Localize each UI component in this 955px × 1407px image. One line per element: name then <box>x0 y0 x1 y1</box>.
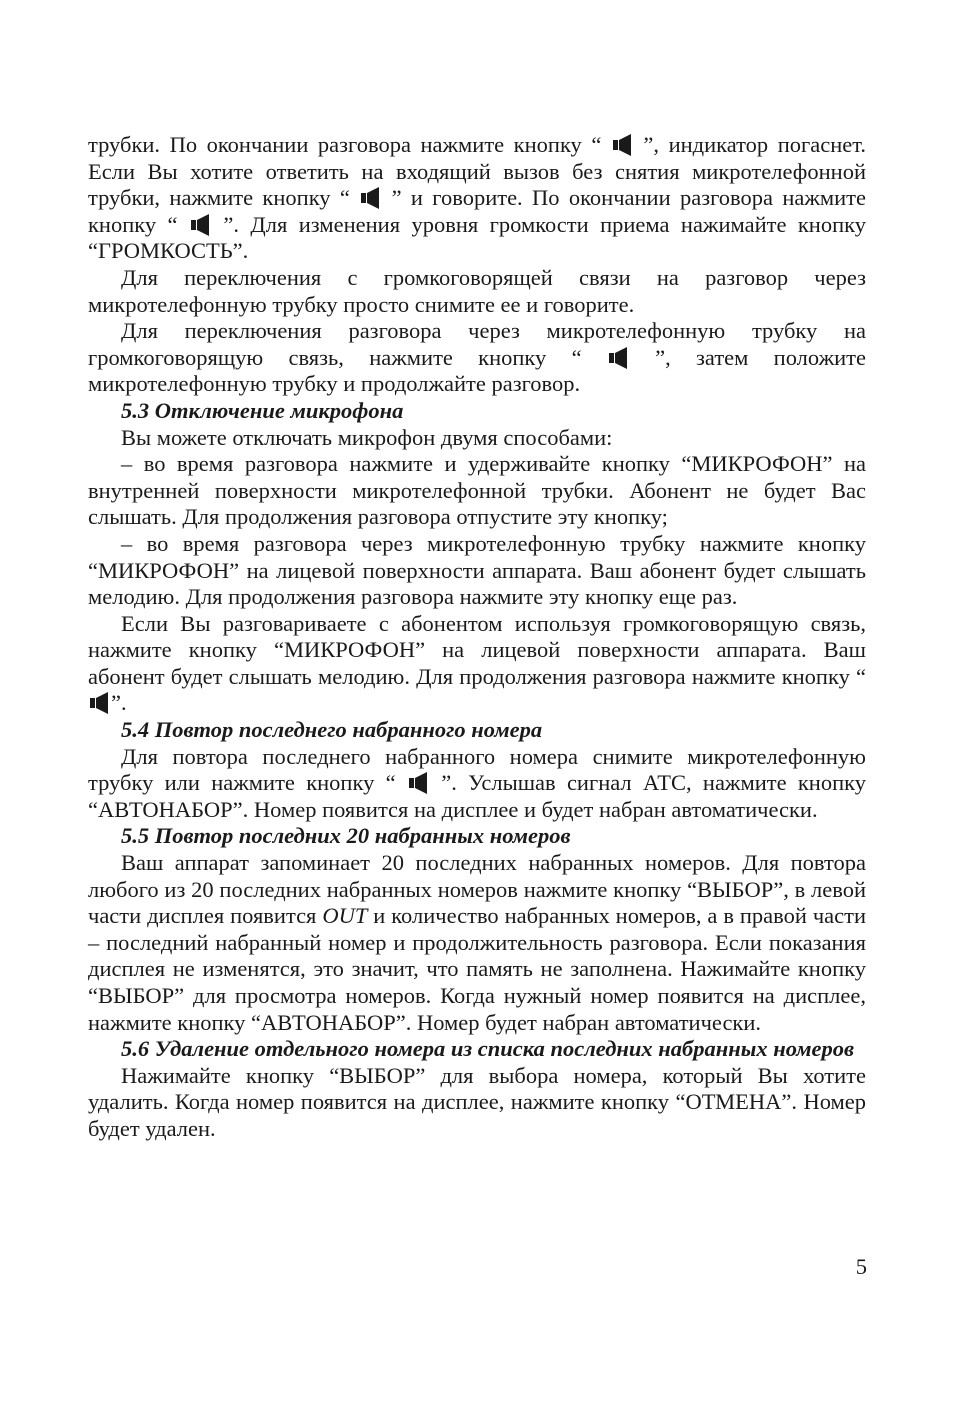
paragraph-redial-20: Ваш аппарат запоминает 20 последних набранных номеров. Для повтора любого из 20 последних набранных номеров нажмите кнопку “ВЫБОР”, в левой части дисплея появится OUT и количество набранных номеров, а в правой части – последний набранный номер и продолжительность разговора. Если показания дисплея не изменятся, это значит, что память не заполнена. Нажимайте кнопку “ВЫБОР” для просмотра номеров. Когда нужный номер появится на дисплее, нажмите кнопку “АВТОНАБОР”. Номер будет набран автоматически. <box>88 850 867 1035</box>
speaker-icon <box>409 772 428 794</box>
section-heading-5-6: 5.6 Удаление отдельного номера из списка последних набранных номеров <box>121 1036 855 1062</box>
paragraph-mute-speakerphone: Если Вы разговариваете с абонентом используя громкоговорящую связь, нажмите кнопку “МИКРОФОН” на лицевой поверхности аппарата. Ваш абонент будет слышать мелодию. Для продолжения разговора нажмите кнопку “ ”. <box>88 610 866 716</box>
paragraph-mute-method-1: – во время разговора нажмите и удерживайте кнопку “МИКРОФОН” на внутренней поверхности микротелефонной трубки. Абонент не будет Вас слышать. Для продолжения разговора отпустите эту кнопку; <box>88 451 866 530</box>
paragraph-mute-method-2: – во время разговора через микротелефонную трубку нажмите кнопку “МИКРОФОН” на лицевой поверхности аппарата. Ваш абонент будет слышать мелодию. Для продолжения разговора нажмите эту кнопку еще раз. <box>88 530 866 610</box>
section-heading-5-5: 5.5 Повтор последних 20 набранных номеров <box>121 823 571 849</box>
paragraph-delete-number: Нажимайте кнопку “ВЫБОР” для выбора номера, который Вы хотите удалить. Когда номер появится на дисплее, нажмите кнопку “ОТМЕНА”. Номер будет удален. <box>88 1062 866 1141</box>
speaker-icon <box>361 187 380 209</box>
speaker-icon <box>613 134 632 156</box>
speaker-icon <box>90 692 109 714</box>
document-page <box>88 132 866 1143</box>
section-heading-5-3: 5.3 Отключение микрофона <box>121 397 404 423</box>
display-out-label: OUT <box>322 903 368 929</box>
speaker-icon <box>191 214 210 236</box>
paragraph-mute-methods: Вы можете отключать микрофон двумя способами: <box>121 424 613 450</box>
page-number: 5 <box>855 1254 867 1279</box>
paragraph-redial-last: Для повтора последнего набранного номера снимите микротелефонную трубку или нажмите кнопку “ ”. Услышав сигнал АТС, нажмите кнопку “АВТОНАБОР”. Номер появится на дисплее и будет набран автоматически. <box>88 743 867 822</box>
paragraph-speakerphone-usage: трубки. По окончании разговора нажмите кнопку “ ”, индикатор погаснет. Если Вы хотите ответить на входящий вызов без снятия микротелефонной трубки, нажмите кнопку “ ” и говорите. По окончании разговора нажмите кнопку “ ”. Для изменения уровня громкости приема нажимайте кнопку “ГРОМКОСТЬ”. <box>88 132 866 264</box>
paragraph-switch-to-speaker: Для переключения разговора через микротелефонную трубку на громкоговорящую связь, нажмите кнопку “ ”, затем положите микротелефонную трубку и продолжайте разговор. <box>88 318 867 397</box>
speaker-icon <box>609 347 628 369</box>
paragraph-switch-to-handset: Для переключения с громкоговорящей связи на разговор через микротелефонную трубку просто снимите ее и говорите. <box>88 264 866 317</box>
section-heading-5-4: 5.4 Повтор последнего набранного номера <box>121 717 543 743</box>
